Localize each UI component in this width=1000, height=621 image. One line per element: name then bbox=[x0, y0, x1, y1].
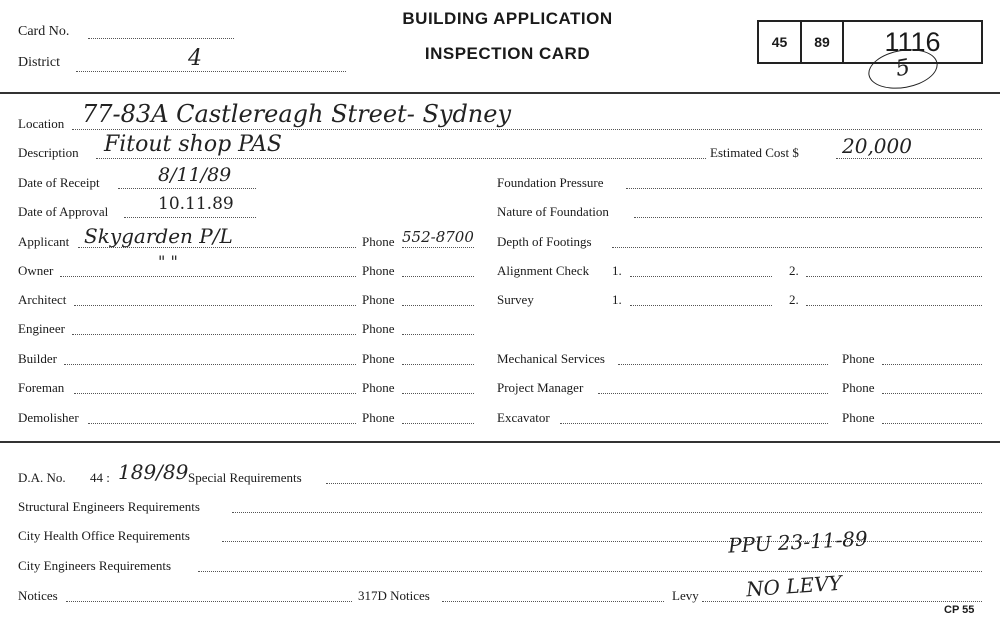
reference-box bbox=[757, 20, 983, 64]
project-manager-label: Project Manager bbox=[497, 380, 584, 395]
card-no-label: Card No. bbox=[18, 24, 70, 39]
foundation-pressure-line bbox=[626, 188, 982, 189]
notices-317d-line bbox=[442, 601, 664, 602]
builder-phone-label: Phone bbox=[362, 351, 395, 366]
city-engineers-label: City Engineers Requirements bbox=[18, 558, 172, 573]
project-manager-line bbox=[598, 393, 828, 394]
receipt-label: Date of Receipt bbox=[18, 175, 100, 190]
mechanical-line bbox=[618, 364, 828, 365]
foreman-line bbox=[74, 393, 356, 394]
engineer-label: Engineer bbox=[18, 321, 65, 336]
owner-line bbox=[60, 276, 356, 277]
estimated-cost-value: 20,000 bbox=[842, 134, 912, 158]
mechanical-phone-line bbox=[882, 364, 982, 365]
survey-2-line bbox=[806, 305, 982, 306]
applicant-phone-value: 552-8700 bbox=[402, 228, 474, 246]
survey-1-label: 1. bbox=[612, 292, 622, 307]
excavator-phone-line bbox=[882, 423, 982, 424]
estimated-cost-label: Estimated Cost $ bbox=[710, 145, 799, 160]
architect-line bbox=[74, 305, 356, 306]
excavator-label: Excavator bbox=[497, 410, 550, 425]
form-code: CP 55 bbox=[944, 604, 975, 616]
owner-label: Owner bbox=[18, 263, 54, 278]
health-label: City Health Office Requirements bbox=[18, 528, 190, 543]
foreman-phone-label: Phone bbox=[362, 380, 395, 395]
district-line bbox=[76, 71, 346, 72]
depth-footings-label: Depth of Footings bbox=[497, 234, 592, 249]
reference-num-1: 45 bbox=[759, 22, 802, 62]
nature-foundation-label: Nature of Foundation bbox=[497, 204, 609, 219]
project-manager-phone-line bbox=[882, 393, 982, 394]
card-subtitle: INSPECTION CARD bbox=[424, 44, 591, 63]
reference-num-2: 89 bbox=[802, 22, 844, 62]
survey-label: Survey bbox=[497, 292, 534, 307]
location-line bbox=[72, 129, 982, 130]
notices-line bbox=[66, 601, 352, 602]
card-title: BUILDING APPLICATION bbox=[402, 9, 613, 28]
architect-label: Architect bbox=[18, 292, 67, 307]
location-label: Location bbox=[18, 116, 65, 131]
demolisher-label: Demolisher bbox=[18, 410, 79, 425]
estimated-cost-line bbox=[836, 158, 982, 159]
levy-label: Levy bbox=[672, 588, 699, 603]
architect-phone-line bbox=[402, 305, 474, 306]
approval-label: Date of Approval bbox=[18, 204, 109, 219]
approval-line bbox=[124, 217, 256, 218]
alignment-label: Alignment Check bbox=[497, 263, 590, 278]
builder-label: Builder bbox=[18, 351, 57, 366]
architect-phone-label: Phone bbox=[362, 292, 395, 307]
depth-footings-line bbox=[612, 247, 982, 248]
mechanical-label: Mechanical Services bbox=[497, 351, 605, 366]
description-line bbox=[96, 158, 706, 159]
structural-line bbox=[232, 512, 982, 513]
mechanical-phone-label: Phone bbox=[842, 351, 875, 366]
foreman-label: Foreman bbox=[18, 380, 65, 395]
circled-note: 5 bbox=[865, 44, 941, 94]
applicant-value: Skygarden P/L bbox=[84, 224, 233, 248]
district-label: District bbox=[18, 55, 60, 70]
demolisher-line bbox=[88, 423, 356, 424]
reference-num-3: 1116 bbox=[884, 26, 941, 57]
special-requirements-label: Special Requirements bbox=[188, 470, 302, 485]
survey-1-line bbox=[630, 305, 772, 306]
notices-317d-label: 317D Notices bbox=[358, 588, 430, 603]
engineer-line bbox=[72, 334, 356, 335]
alignment-2-label: 2. bbox=[789, 263, 799, 278]
receipt-value: 8/11/89 bbox=[158, 164, 232, 186]
alignment-2-line bbox=[806, 276, 982, 277]
engineer-phone-label: Phone bbox=[362, 321, 395, 336]
alignment-1-label: 1. bbox=[612, 263, 622, 278]
divider-top bbox=[0, 92, 1000, 94]
owner-phone-line bbox=[402, 276, 474, 277]
engineer-phone-line bbox=[402, 334, 474, 335]
city-engineers-line bbox=[198, 571, 982, 572]
nature-foundation-line bbox=[634, 217, 982, 218]
excavator-phone-label: Phone bbox=[842, 410, 875, 425]
applicant-label: Applicant bbox=[18, 234, 70, 249]
approval-value: 10.11.89 bbox=[158, 194, 234, 214]
da-no-value: 189/89 bbox=[118, 460, 189, 484]
da-no-label: D.A. No. bbox=[18, 470, 66, 485]
project-manager-phone-label: Phone bbox=[842, 380, 875, 395]
foreman-phone-line bbox=[402, 393, 474, 394]
card-no-line bbox=[88, 38, 234, 39]
levy-line bbox=[702, 601, 982, 602]
levy-value: NO LEVY bbox=[745, 570, 843, 602]
builder-line bbox=[64, 364, 356, 365]
da-no-prefix: 44 : bbox=[90, 470, 110, 485]
demolisher-phone-line bbox=[402, 423, 474, 424]
structural-label: Structural Engineers Requirements bbox=[18, 499, 200, 514]
excavator-line bbox=[560, 423, 828, 424]
survey-2-label: 2. bbox=[789, 292, 799, 307]
demolisher-phone-label: Phone bbox=[362, 410, 395, 425]
description-value: Fitout shop PAS bbox=[104, 132, 282, 157]
owner-value: " " bbox=[158, 252, 178, 271]
receipt-line bbox=[118, 188, 256, 189]
location-value: 77-83A Castlereagh Street- Sydney bbox=[82, 100, 512, 128]
builder-phone-line bbox=[402, 364, 474, 365]
special-requirements-line bbox=[326, 483, 982, 484]
applicant-phone-line bbox=[402, 247, 474, 248]
owner-phone-label: Phone bbox=[362, 263, 395, 278]
description-label: Description bbox=[18, 145, 79, 160]
divider-bottom bbox=[0, 441, 1000, 443]
district-value: 4 bbox=[188, 46, 202, 71]
foundation-pressure-label: Foundation Pressure bbox=[497, 175, 604, 190]
applicant-phone-label: Phone bbox=[362, 234, 395, 249]
notices-label: Notices bbox=[18, 588, 58, 603]
alignment-1-line bbox=[630, 276, 772, 277]
city-engineers-value: PPU 23-11-89 bbox=[727, 526, 869, 558]
